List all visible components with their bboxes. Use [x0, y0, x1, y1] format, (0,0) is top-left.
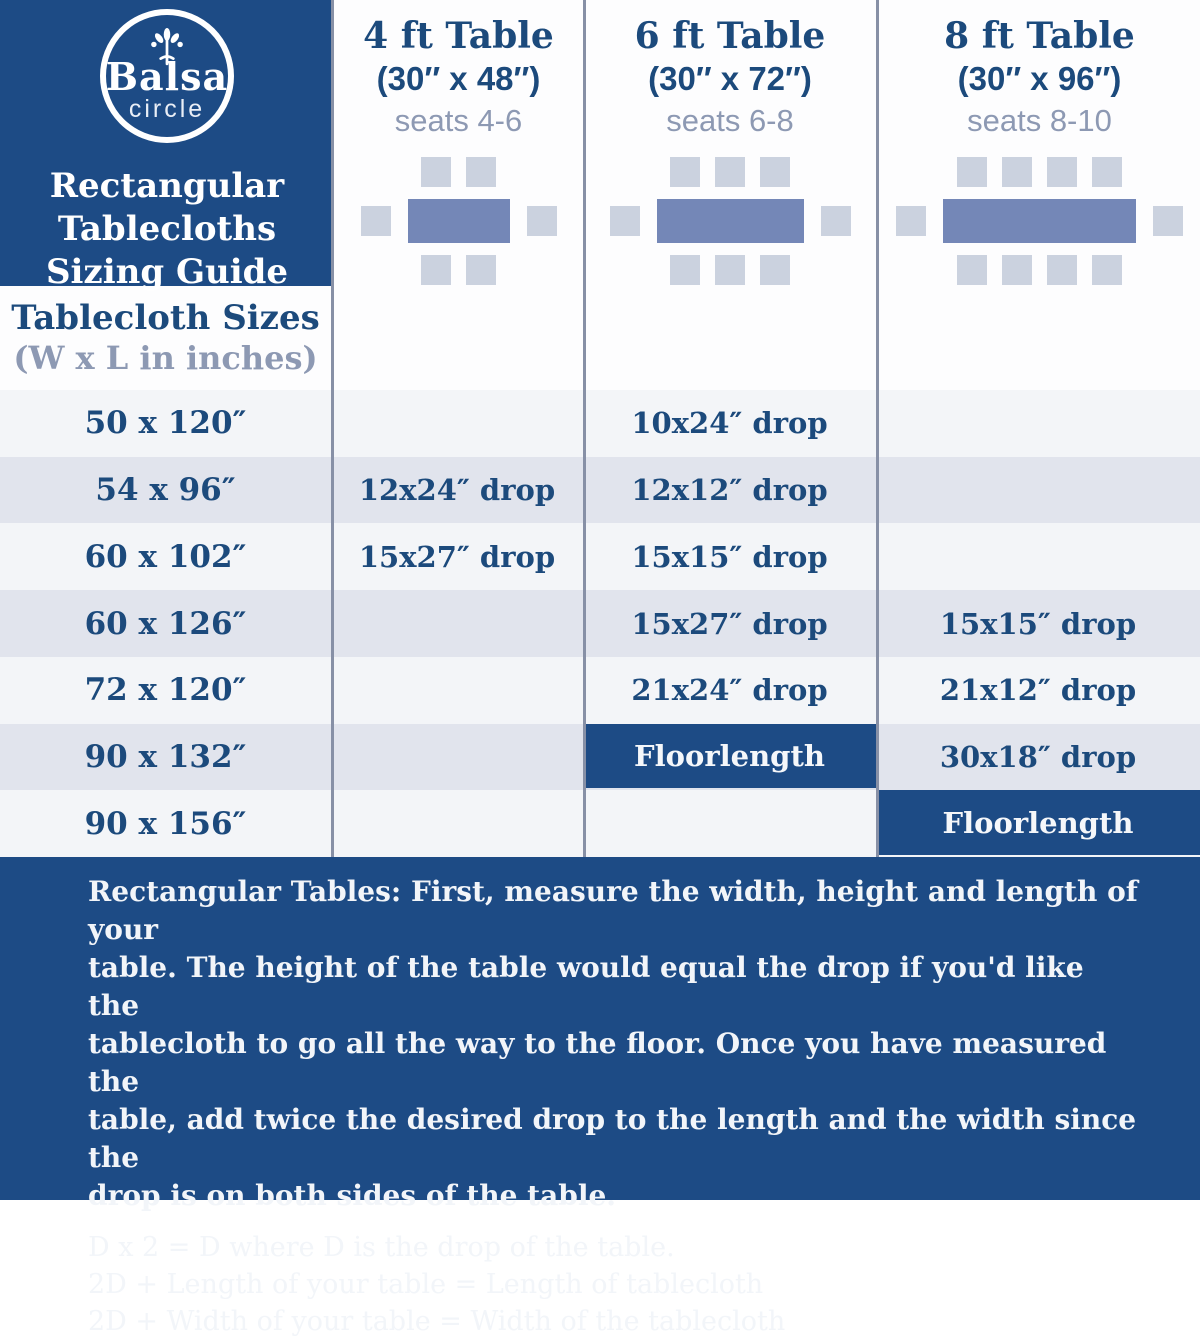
chair-icon: [1047, 157, 1077, 187]
formula-line-2: 2D + Length of your table = Length of tablecloth: [88, 1269, 764, 1300]
column-dimensions: (30″ x 72″): [648, 60, 812, 97]
chair-icon: [1047, 255, 1077, 285]
column-title: 4 ft Table: [363, 15, 554, 57]
size-cell: 54 x 96″: [95, 472, 236, 509]
column-title: 6 ft Table: [634, 15, 826, 57]
chair-icon: [361, 206, 391, 236]
size-cell: 60 x 102″: [84, 538, 247, 575]
chair-icon: [670, 157, 700, 187]
chair-icon: [1092, 255, 1122, 285]
chair-icon: [715, 255, 745, 285]
formula-line-1: D x 2 = D where D is the drop of the table.: [88, 1232, 675, 1263]
drop-cell-8ft: [876, 457, 1200, 524]
column-dimensions: (30″ x 96″): [957, 60, 1122, 97]
column-divider: [876, 0, 879, 857]
brand-logo: [100, 9, 234, 143]
chair-icon: [760, 255, 790, 285]
column-header-4ft: [334, 14, 583, 142]
column-seats: seats 4-6: [394, 103, 523, 138]
chair-icon: [670, 255, 700, 285]
chair-icon: [527, 206, 557, 236]
sizes-header: [0, 286, 331, 390]
drop-cell-6ft: 15x27″ drop: [631, 606, 828, 641]
table-row: [0, 790, 1200, 857]
table-row: [0, 657, 1200, 724]
chair-icon: [1002, 255, 1032, 285]
panel-title-line-1: Rectangular: [49, 166, 285, 206]
sizes-header-units: (W x L in inches): [13, 339, 318, 377]
table-row: [0, 457, 1200, 524]
brand-subname: circle: [128, 94, 206, 123]
floorlength-cell-6ft: Floorlength: [583, 724, 876, 789]
panel-title-line-2: Tablecloths: [57, 209, 277, 249]
drop-cell-4ft: [331, 657, 583, 724]
drop-cell-6ft: [583, 790, 876, 857]
table-and-side-chairs: [361, 199, 557, 243]
instructions-line: table. The height of the table would equal the drop if you'd like the: [88, 951, 1084, 1022]
drop-cell-6ft: 12x12″ drop: [631, 473, 828, 508]
drop-cell-8ft: [876, 523, 1200, 590]
table-icon: [657, 199, 804, 243]
chair-icon: [1002, 157, 1032, 187]
drop-cell-8ft: [876, 390, 1200, 457]
drop-cell-6ft: 10x24″ drop: [631, 406, 828, 441]
chairs-top: [670, 157, 790, 187]
drop-cell-8ft: 15x15″ drop: [939, 606, 1137, 641]
drop-cell-4ft: 12x24″ drop: [358, 473, 556, 508]
instructions-line: table, add twice the desired drop to the length and the width since the: [88, 1103, 1137, 1174]
size-cell: 72 x 120″: [84, 672, 247, 709]
drop-cell-4ft: [331, 790, 583, 857]
column-seats: seats 6-8: [666, 103, 794, 138]
size-cell: 90 x 156″: [84, 805, 247, 842]
instructions-line: drop is on both sides of the table.: [88, 1179, 617, 1212]
drop-cell-8ft: 30x18″ drop: [939, 739, 1137, 774]
chair-icon: [1092, 157, 1122, 187]
column-seats: seats 8-10: [967, 103, 1112, 138]
table-and-side-chairs: [896, 199, 1183, 243]
chairs-bottom: [957, 255, 1122, 285]
drop-cell-4ft: [331, 590, 583, 657]
table-row: [0, 390, 1200, 457]
size-grid: [0, 390, 1200, 857]
drop-cell-6ft: 15x15″ drop: [631, 539, 828, 574]
size-cell: 50 x 120″: [84, 405, 247, 442]
table-icon: [943, 199, 1136, 243]
chair-icon: [610, 206, 640, 236]
chair-icon: [760, 157, 790, 187]
column-header-8ft: [879, 14, 1200, 142]
chair-icon: [957, 255, 987, 285]
chairs-bottom: [421, 255, 496, 285]
size-cell: 60 x 126″: [84, 605, 247, 642]
seating-diagram-6ft: [586, 157, 874, 285]
table-and-side-chairs: [610, 199, 851, 243]
drop-cell-4ft: 15x27″ drop: [358, 539, 556, 574]
column-divider: [583, 0, 586, 857]
chair-icon: [896, 206, 926, 236]
floorlength-cell-8ft: Floorlength: [876, 790, 1200, 855]
table-icon: [408, 199, 510, 243]
chairs-top: [421, 157, 496, 187]
chair-icon: [821, 206, 851, 236]
table-row: [0, 724, 1200, 791]
chair-icon: [1153, 206, 1183, 236]
brand-name: Balsa: [105, 53, 229, 99]
drop-cell-4ft: [331, 724, 583, 791]
chair-icon: [715, 157, 745, 187]
drop-cell-6ft: 21x24″ drop: [631, 673, 828, 708]
drop-cell-4ft: [331, 390, 583, 457]
chair-icon: [957, 157, 987, 187]
size-cell: 90 x 132″: [84, 738, 247, 775]
drop-cell-8ft: 21x12″ drop: [939, 673, 1137, 708]
chair-icon: [466, 255, 496, 285]
table-row: [0, 590, 1200, 657]
column-title: 8 ft Table: [944, 15, 1135, 57]
chair-icon: [421, 157, 451, 187]
chair-icon: [466, 157, 496, 187]
chairs-top: [957, 157, 1122, 187]
measuring-instructions: [88, 873, 1140, 1215]
brand-panel: [0, 0, 334, 292]
chair-icon: [421, 255, 451, 285]
column-header-6ft: [586, 14, 874, 142]
instructions-line: Rectangular Tables: First, measure the width, height and length of your: [88, 875, 1138, 946]
seating-diagram-8ft: [879, 157, 1200, 285]
column-dimensions: (30″ x 48″): [376, 60, 541, 97]
sizes-header-title: Tablecloth Sizes: [11, 298, 320, 338]
panel-title-line-3: Sizing Guide: [45, 252, 289, 292]
instructions-footer: [0, 857, 1200, 1337]
table-row: [0, 523, 1200, 590]
panel-title: [0, 165, 334, 294]
column-divider: [331, 0, 334, 857]
drop-formulas: [88, 1229, 1140, 1340]
seating-diagram-4ft: [334, 157, 583, 285]
chairs-bottom: [670, 255, 790, 285]
formula-line-3: 2D + Width of your table = Width of the tablecloth: [88, 1306, 786, 1337]
instructions-line: tablecloth to go all the way to the floor. Once you have measured the: [88, 1027, 1107, 1098]
